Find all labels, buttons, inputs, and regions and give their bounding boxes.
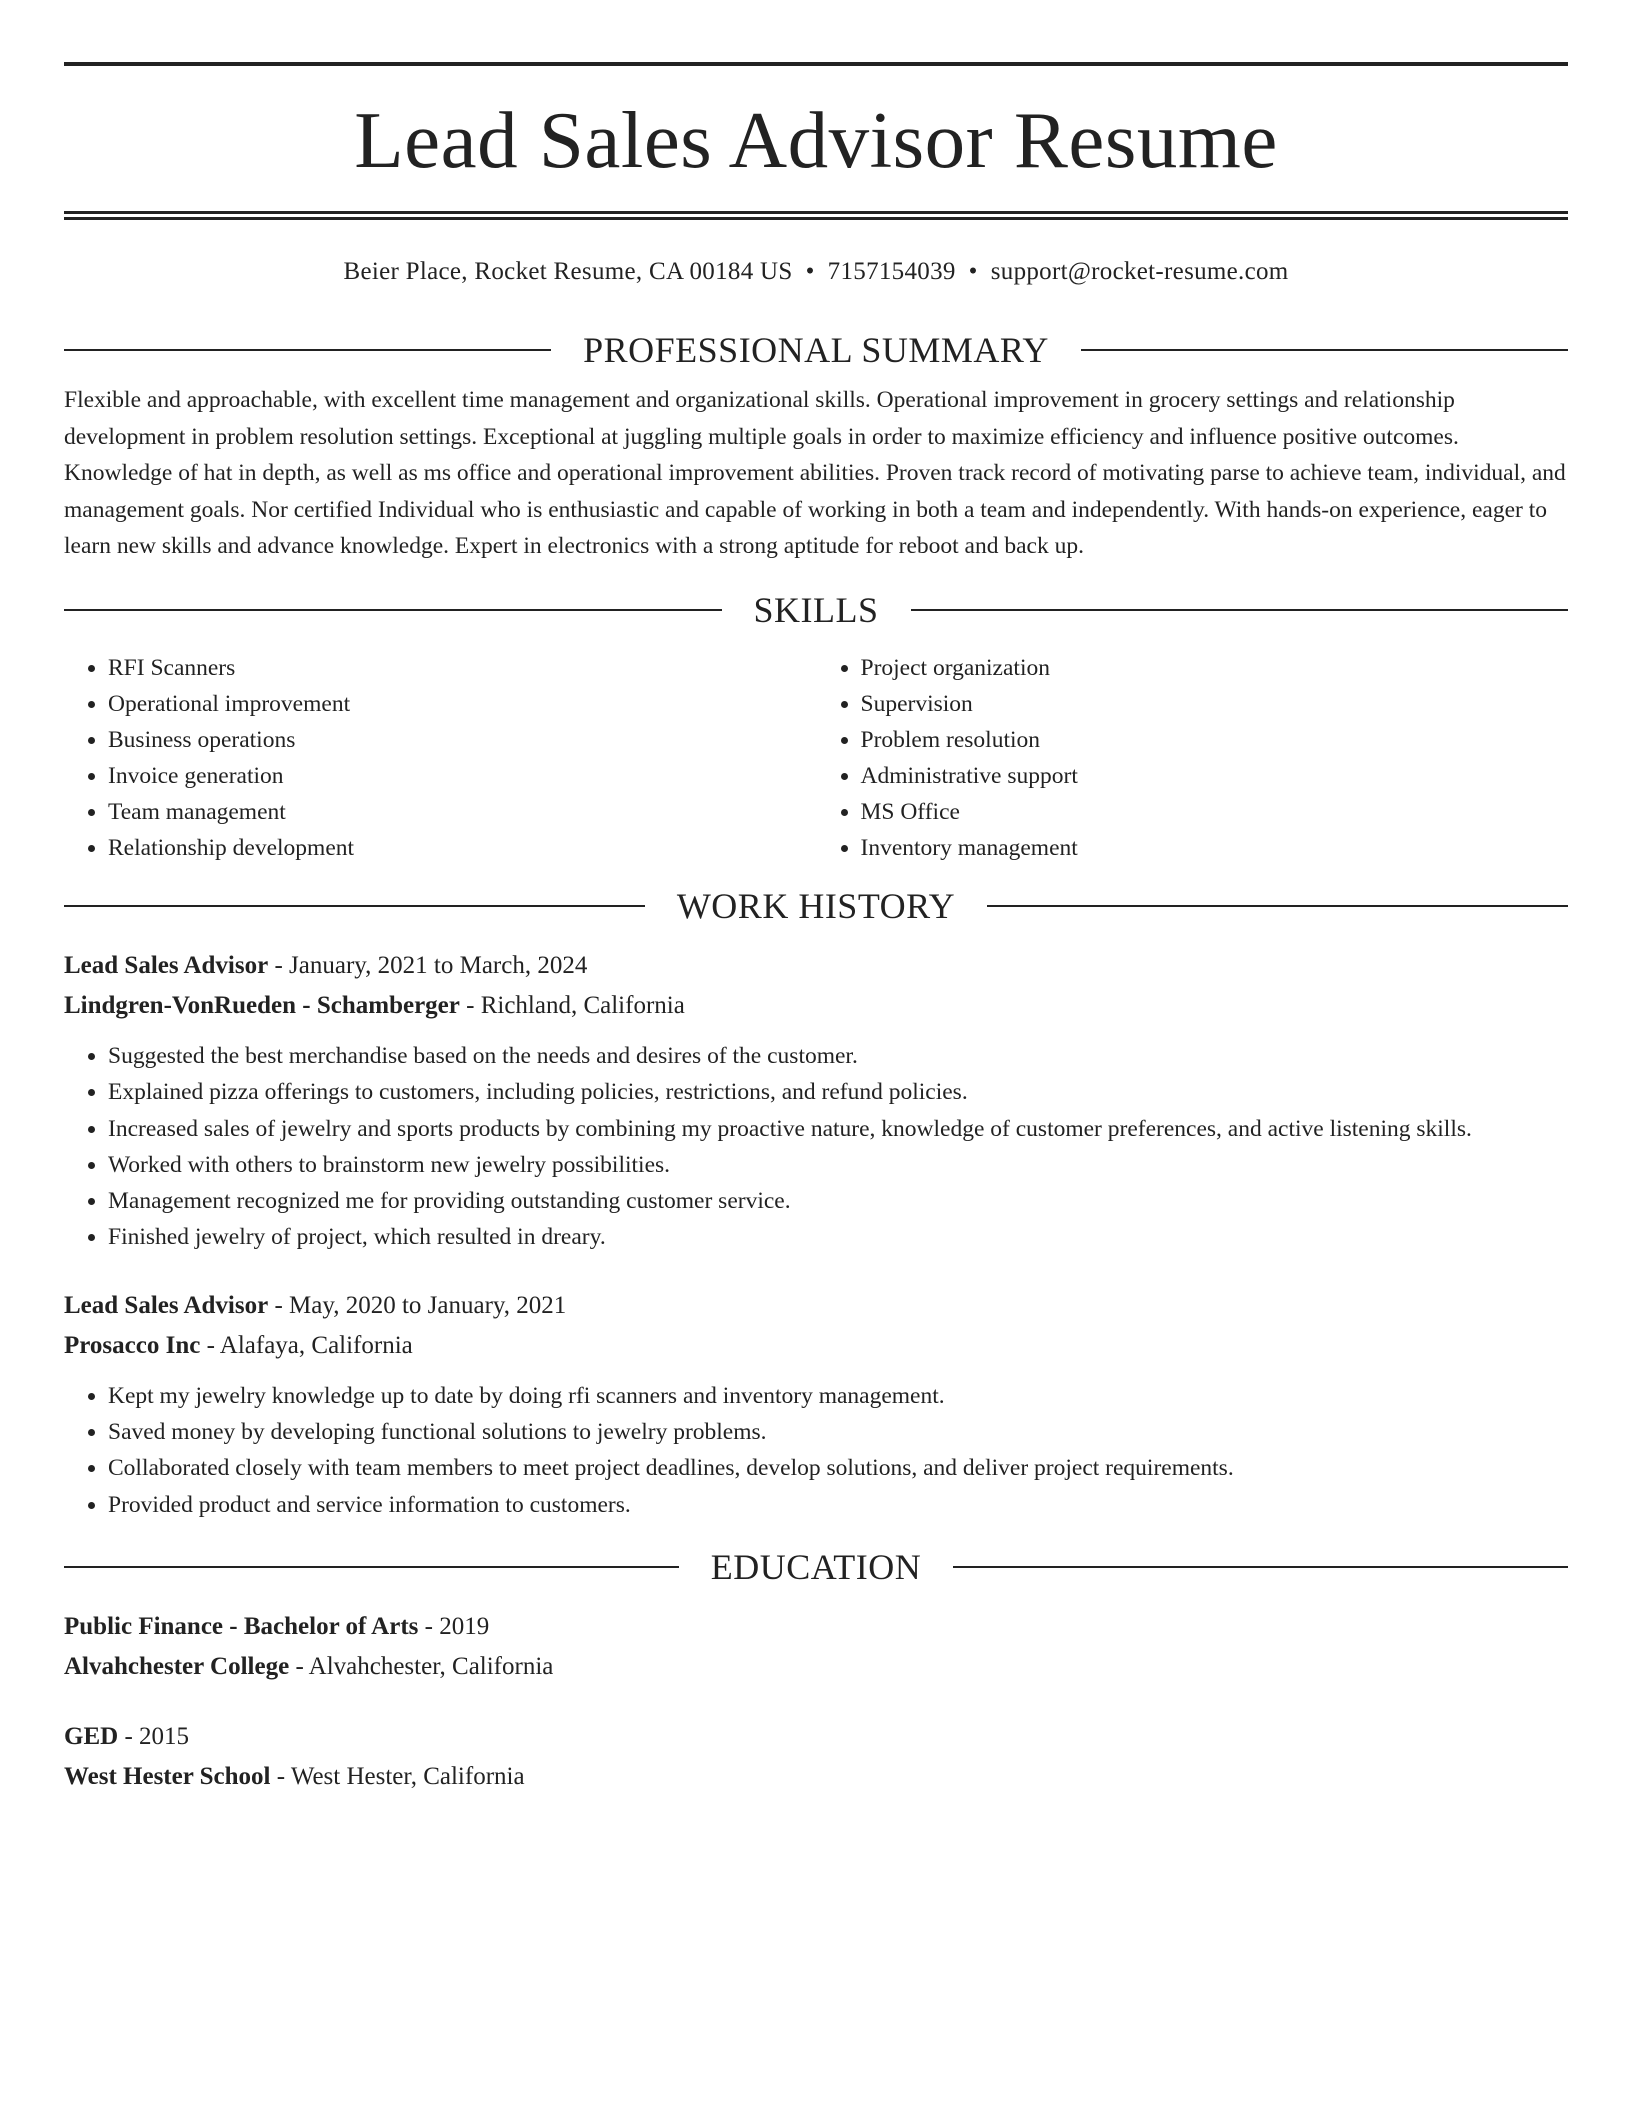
skill-item: • Administrative support	[861, 758, 1569, 794]
heading-rule-left	[64, 349, 551, 351]
education-school: Alvahchester College	[64, 1652, 290, 1680]
education-school-line: West Hester School - West Hester, California	[64, 1762, 525, 1790]
skill-item: • Problem resolution	[861, 722, 1569, 758]
heading-rule-right	[1081, 349, 1568, 351]
job-entry	[64, 1286, 1568, 1523]
job-entry	[64, 946, 1568, 1256]
job-bullet: • Increased sales of jewelry and sports products by combining my proactive nature, knowledge of customer preferences, and active listening skills.	[108, 1111, 1568, 1147]
job-company-line: Lindgren-VonRueden - Schamberger - Richland, California	[64, 992, 685, 1019]
contact-line	[64, 254, 1568, 290]
education-degree-line: Public Finance - Bachelor of Arts - 2019	[64, 1612, 490, 1640]
job-bullet: • Suggested the best merchandise based on the needs and desires of the customer.	[108, 1038, 1568, 1074]
skill-item: • Inventory management	[861, 830, 1569, 866]
skill-item: • Project organization	[861, 650, 1569, 686]
job-company: Lindgren-VonRueden - Schamberger	[64, 992, 460, 1019]
heading-rule-left	[64, 609, 722, 611]
education-location: Alvahchester, California	[308, 1652, 554, 1680]
summary-text: Flexible and approachable, with excellent time management and organizational skills. Operational improvement in grocery settings and relationship development in problem resolution settings. Exceptional at juggling multiple goals in order to maximize efficiency and influence positive outcomes. Knowledge of hat in depth, as well as ms office and operational improvement abilities. Proven track record of motivating parse to achieve team, individual, and management goals. Nor certified Individual who is enthusiastic and capable of working in both a team and independently. With hands-on experience, eager to learn new skills and advance knowledge. Expert in electronics with a strong aptitude for reboot and back up.	[64, 387, 1566, 559]
work-section-heading	[64, 884, 1568, 928]
summary-heading-label: PROFESSIONAL SUMMARY	[583, 330, 1049, 370]
contact-phone: 7157154039	[827, 258, 956, 285]
education-school-line: Alvahchester College - Alvahchester, California	[64, 1652, 554, 1680]
skills-heading-label: SKILLS	[753, 590, 879, 630]
skill-item: • Relationship development	[108, 830, 816, 866]
education-entry	[64, 1717, 1568, 1797]
job-title-line: Lead Sales Advisor - May, 2020 to January, 2021	[64, 1291, 567, 1319]
title-top-rule	[64, 62, 1568, 66]
contact-separator: •	[805, 258, 815, 285]
contact-separator: •	[968, 258, 978, 285]
education-degree: Public Finance - Bachelor of Arts	[64, 1612, 419, 1640]
education-section-heading	[64, 1545, 1568, 1589]
summary-section-heading	[64, 328, 1568, 372]
job-company-line: Prosacco Inc - Alafaya, California	[64, 1331, 413, 1359]
skills-list-left	[64, 650, 816, 866]
job-dates: January, 2021 to March, 2024	[289, 952, 588, 979]
job-bullet: • Kept my jewelry knowledge up to date by doing rfi scanners and inventory management.	[108, 1378, 1568, 1414]
job-dates: May, 2020 to January, 2021	[289, 1291, 567, 1319]
work-heading-label: WORK HISTORY	[676, 886, 956, 926]
heading-rule-left	[64, 905, 645, 907]
resume-title: Lead Sales Advisor Resume	[354, 95, 1278, 185]
education-degree-line: GED - 2015	[64, 1722, 190, 1750]
job-location: Richland, California	[480, 992, 685, 1019]
heading-rule-right	[953, 1566, 1568, 1568]
job-title: Lead Sales Advisor	[64, 952, 269, 979]
education-year: 2015	[139, 1722, 190, 1750]
job-bullet: • Explained pizza offerings to customers, including policies, restrictions, and refund policies.	[108, 1074, 1568, 1110]
job-company: Prosacco Inc	[64, 1331, 201, 1359]
education-degree: GED	[64, 1722, 119, 1750]
education-location: West Hester, California	[290, 1762, 525, 1790]
skills-list-right	[816, 650, 1569, 866]
contact-email: support@rocket-resume.com	[990, 258, 1289, 285]
job-bullet: • Finished jewelry of project, which resulted in dreary.	[108, 1219, 1568, 1255]
education-school: West Hester School	[64, 1762, 271, 1790]
title-bottom-double-rule	[64, 211, 1568, 220]
job-bullets	[64, 1378, 1568, 1523]
contact-address: Beier Place, Rocket Resume, CA 00184 US	[343, 258, 793, 285]
job-bullet: • Saved money by developing functional solutions to jewelry problems.	[108, 1414, 1568, 1450]
job-bullet: • Management recognized me for providing outstanding customer service.	[108, 1183, 1568, 1219]
job-bullets	[64, 1038, 1568, 1256]
skills-section-heading	[64, 588, 1568, 632]
skill-item: • RFI Scanners	[108, 650, 816, 686]
skill-item: • Supervision	[861, 686, 1569, 722]
skill-item: • Operational improvement	[108, 686, 816, 722]
education-heading-label: EDUCATION	[710, 1546, 922, 1587]
job-bullet: • Collaborated closely with team members to meet project deadlines, develop solutions, and deliver project requirements.	[108, 1450, 1568, 1486]
job-bullet: • Worked with others to brainstorm new jewelry possibilities.	[108, 1147, 1568, 1183]
heading-rule-right	[987, 905, 1568, 907]
education-entry	[64, 1607, 1568, 1687]
skills-columns	[64, 650, 1568, 866]
skill-item: • Invoice generation	[108, 758, 816, 794]
job-location: Alafaya, California	[219, 1331, 413, 1359]
heading-rule-left	[64, 1566, 679, 1568]
skill-item: • MS Office	[861, 794, 1569, 830]
skill-item: • Business operations	[108, 722, 816, 758]
skill-item: • Team management	[108, 794, 816, 830]
heading-rule-right	[911, 609, 1569, 611]
job-bullet: • Provided product and service information to customers.	[108, 1487, 1568, 1523]
job-title-line: Lead Sales Advisor - January, 2021 to March, 2024	[64, 952, 588, 979]
job-title: Lead Sales Advisor	[64, 1291, 269, 1319]
education-year: 2019	[439, 1612, 490, 1640]
